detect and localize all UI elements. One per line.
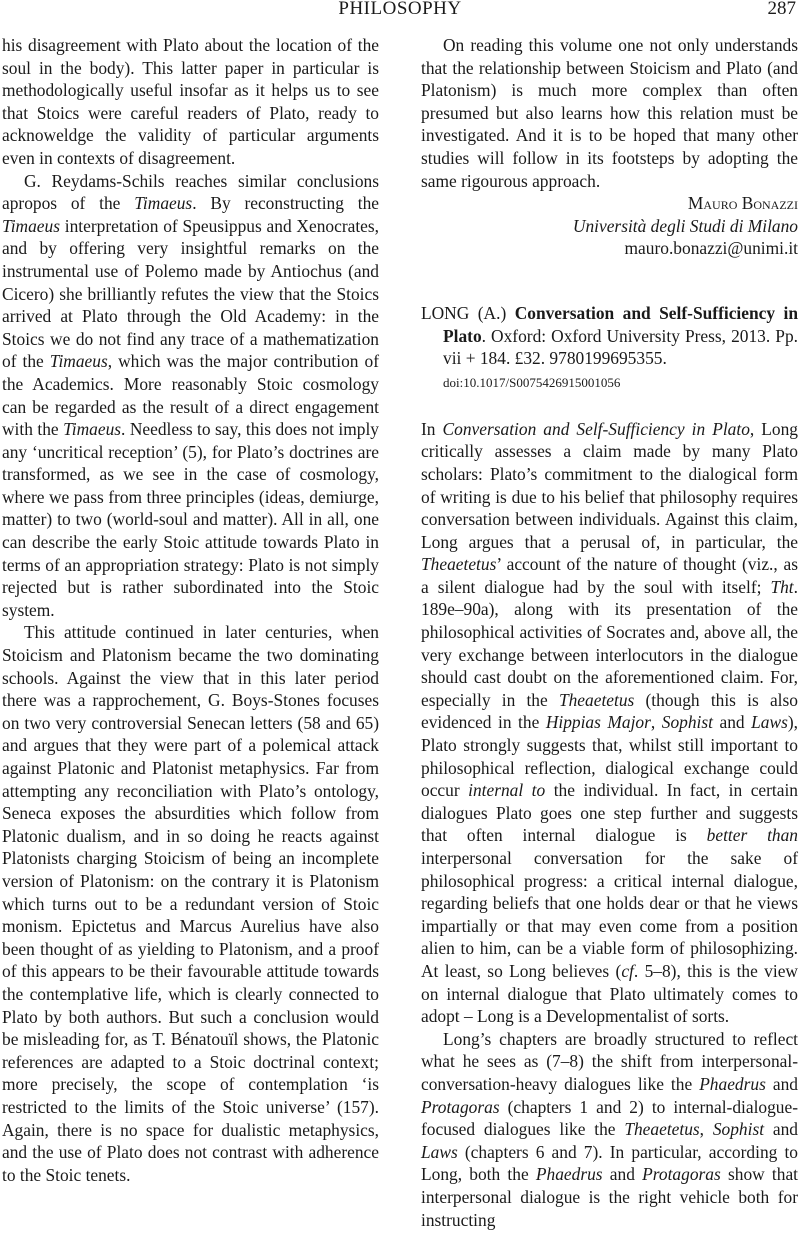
page-number: 287 [767, 0, 796, 19]
left-column [2, 34, 379, 1186]
reviewer-affiliation: Università degli Studi di Milano [572, 215, 798, 236]
paragraph-later-centuries: This attitude continued in later centuries, when Stoicism and Platonism became the two dominating schools. Against the view that in this later period there was a rapprochement, G. Boys-Stones focuses on two very controversial Senecan letters (58 and 65) and argues that they were part of a polemical attack against Platonic and Platonist metaphysics. Far from attempting any reconciliation with Plato’s ontology, Seneca exposes the absurdities which follow from Platonic dualism, and in so doing he reacts against Platonists charging Stoicism of being an incomplete version of Platonism: on the contrary it is Platonism which turns out to be a redundant version of Stoic monism. Epictetus and Marcus Aurelius have also been thought of as yielding to Platonism, and a proof of this appears to be their favourable attitude towards the contemplative life, which is clearly connected to Plato by both authors. But such a conclusion would be misleading for, as T. Bénatouïl shows, the Platonic references are adapted to a Stoic doctrinal context; more precisely, the scope of contemplation ‘is restricted to the limits of the Stoic universe’ (157). Again, there is no space for dualistic metaphysics, and the use of Plato does not contrast with adherence to the Stoic tenets. [2, 622, 379, 1185]
reviewer-email: mauro.bonazzi@unimi.it [624, 238, 798, 259]
doi: doi:10.1017/S0075426915001056 [443, 374, 621, 390]
paragraph-review-intro: In Conversation and Self-Sufficiency in Plato, Long critically assesses a claim made by many Plato scholars: Plato’s commitment to the dialogical form of writing is due to his belief that philosophy requires conversation between individuals. Against this claim, Long argues that a perusal of, in particular, the Theaetetus’ account of the nature of thought (viz., as a silent dialogue had by the soul with itself; Tht. 189e–90a), along with its presentation of the philosophical activities of Socrates and, above all, the very exchange between interlocutors in the dialogue should cast doubt on the aforementioned claim. For, especially in the Theaetetus (though this is also evidenced in the Hippias Major, Sophist and Laws), Plato strongly suggests that, whilst still important to philosophical reflection, dialogical exchange could occur internal to the individual. In fact, in certain dialogues Plato goes one step further and suggests that often internal dialogue is better than interpersonal conversation for the sake of philosophical progress: a critical internal dialogue, regarding beliefs that one holds dear or that he views impartially or that may even come from a position alien to him, can be a viable form of philosophizing. At least, so Long believes (cf. 5–8), this is the view on internal dialogue that Plato ultimately comes to adopt – Long is a Developmentalist of sorts. [421, 418, 799, 1027]
paragraph-continuation: his disagreement with Plato about the location of the soul in the body). This latter paper in particular is methodologically useful insofar as it helps us to see that Stoics were careful readers of Plato, ready to acknoweldge the validity of particular arguments even in contexts of disagreement. [2, 35, 379, 168]
running-header [0, 0, 800, 24]
running-head-title: PHILOSOPHY [338, 0, 462, 19]
reviewer-name: Mauro Bonazzi [687, 193, 798, 214]
paragraph-reydams-schils: G. Reydams-Schils reaches similar conclusions apropos of the Timaeus. By reconstructing the Timaeus interpretation of Speusippus and Xenocrates, and by offering very insightful remarks on the instrumental use of Polemo made by Antiochus (and Cicero) she brilliantly refutes the view that the Stoics arrived at Plato through the Old Academy: in the Stoics we do not find any trace of a mathematization of the Timaeus, which was the major contribution of the Academics. More reasonably Stoic cosmology can be regarded as the result of a direct engagement with the Timaeus. Needless to say, this does not imply any ‘uncritical reception’ (5), for Plato’s doctrines are transformed, as we see in the case of cosmology, where we pass from three principles (ideas, demiurge, matter) to two (world-soul and matter). All in all, one can describe the early Stoic attitude towards Plato in terms of an appropriation strategy: Plato is not simply rejected but is rather subordinated into the Stoic system. [2, 170, 380, 620]
right-column [421, 34, 798, 1231]
paragraph-conclusion: On reading this volume one not only understands that the relationship between Stoicism and Plato (and Platonism) is much more complex than often presumed but also learns how this relation must be investigated. And it is to be hoped that many other studies will follow in its footsteps by adopting the same rigourous approach. [421, 35, 798, 191]
book-reference: LONG (A.) Conversation and Self-Sufficiency in Plato. Oxford: Oxford University Press, 2013. Pp. vii + 184. £32. 9780199695355. [421, 302, 799, 369]
paragraph-chapters: Long’s chapters are broadly structured to reflect what he sees as (7–8) the shift from interpersonal-conversation-heavy dialogues like the Phaedrus and Protagoras (chapters 1 and 2) to internal-dialogue-focused dialogues like the Theaetetus, Sophist and Laws (chapters 6 and 7). In particular, according to Long, both the Phaedrus and Protagoras show that interpersonal dialogue is the right vehicle both for instructing [421, 1028, 798, 1230]
